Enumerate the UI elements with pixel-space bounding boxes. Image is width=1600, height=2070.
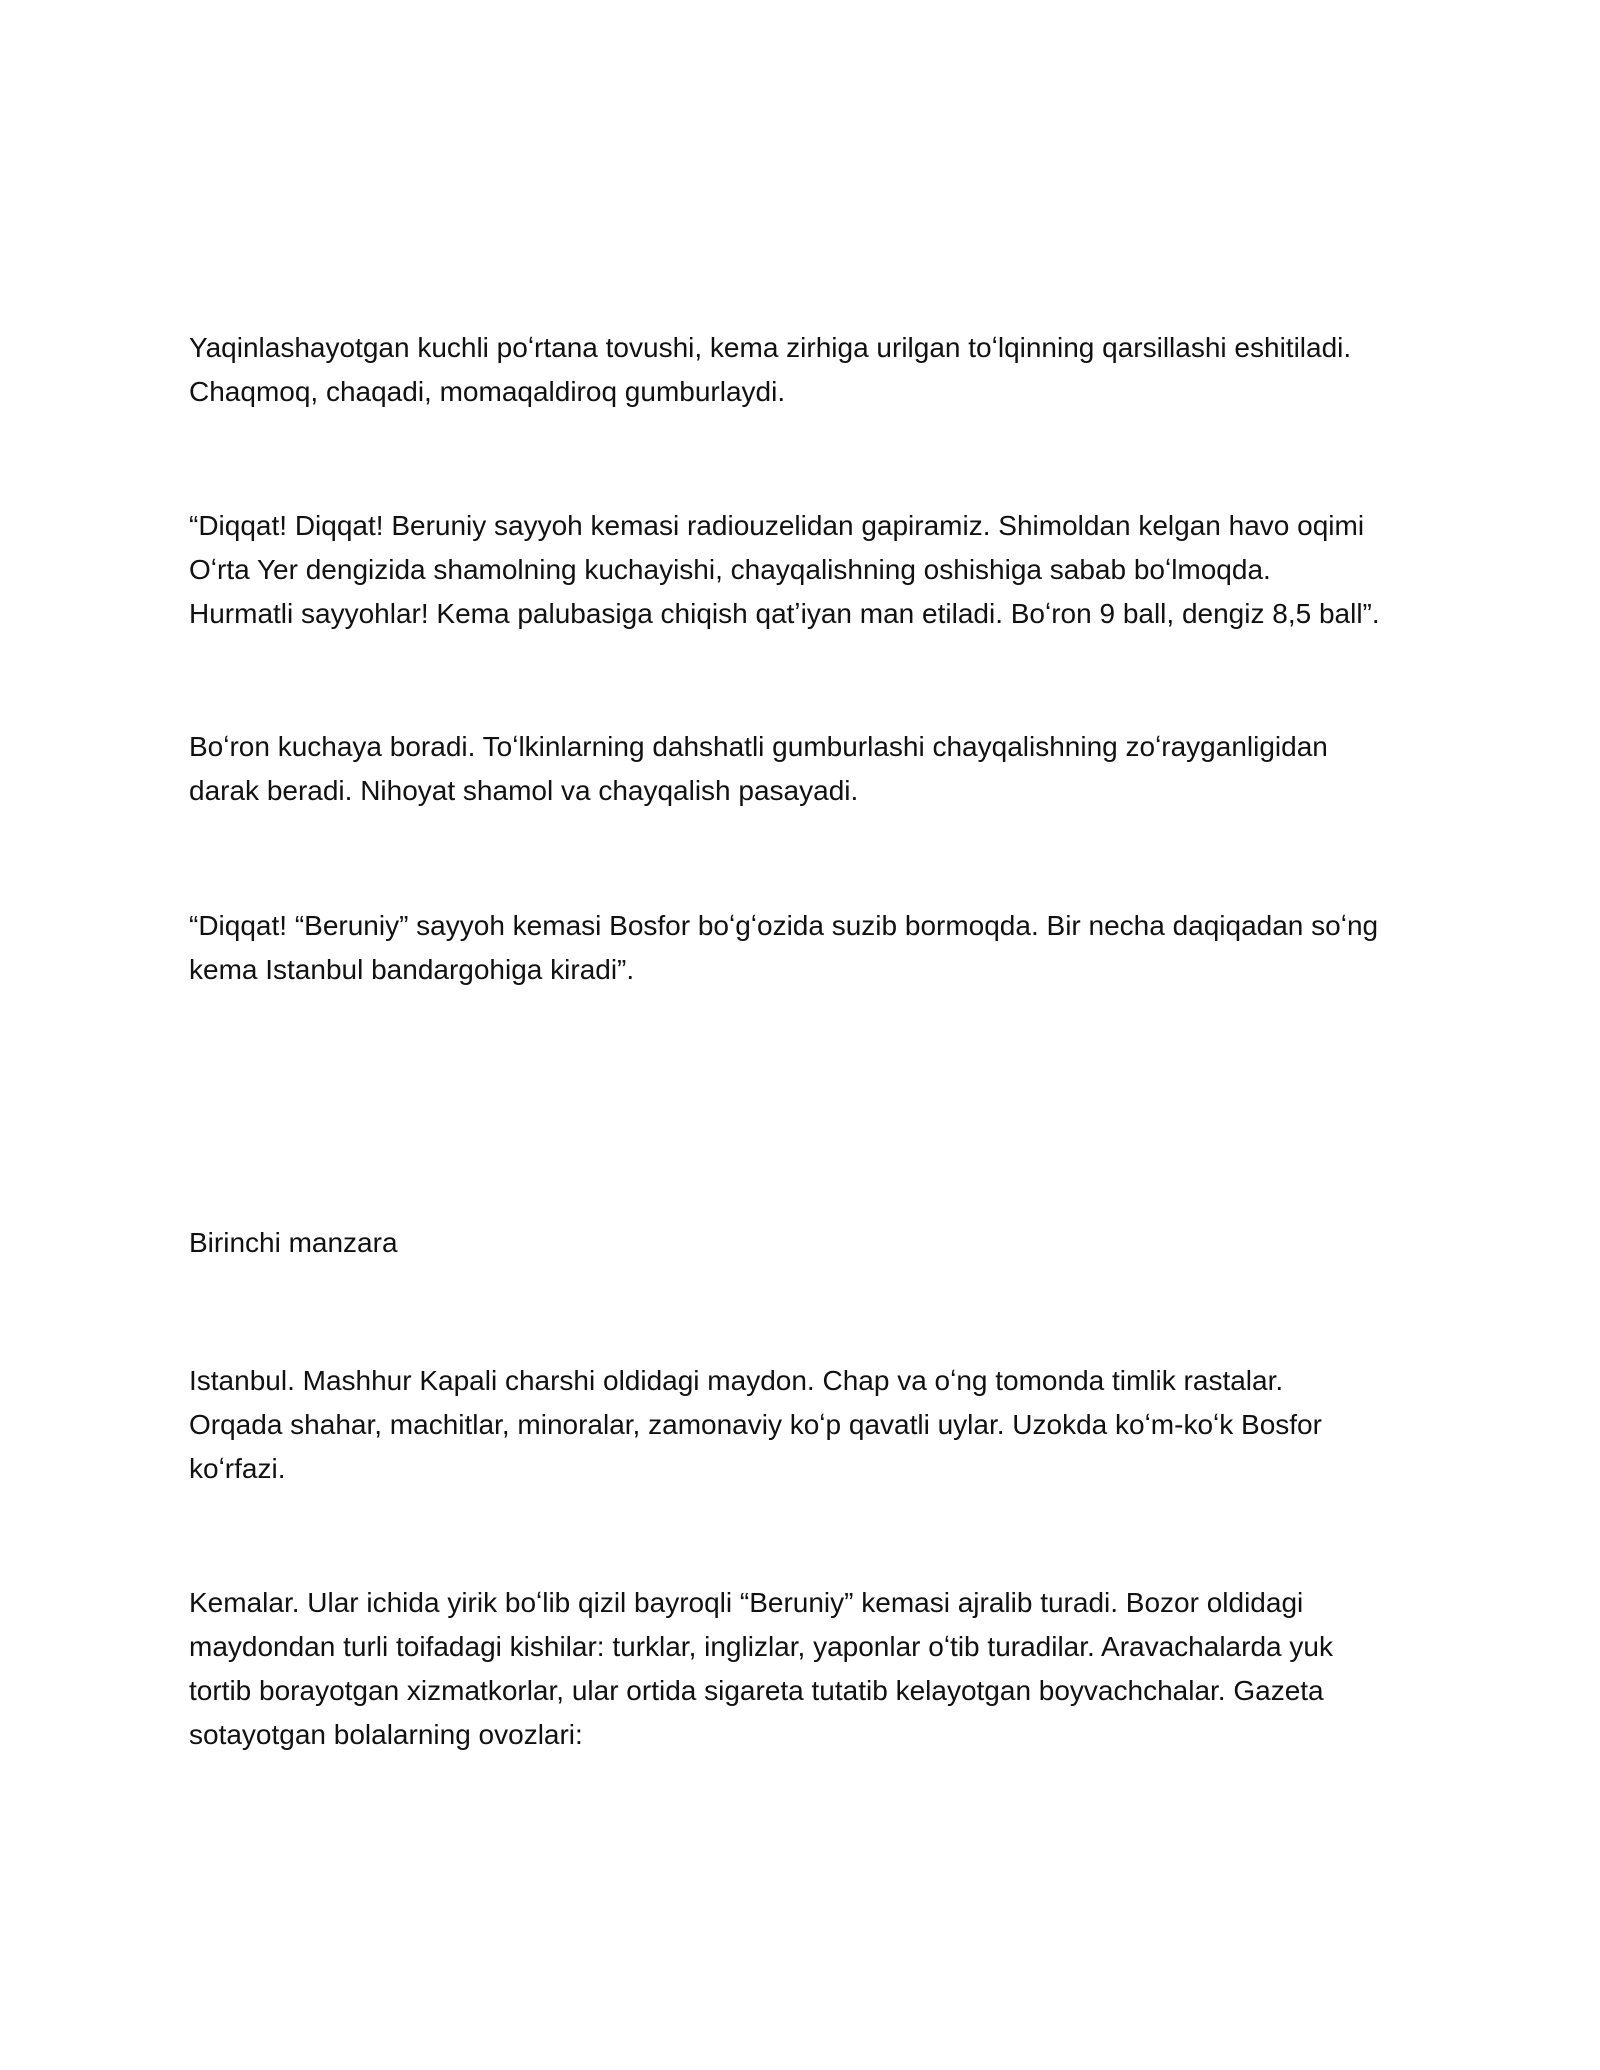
text-line: Boʻron kuchaya boradi. Toʻlkinlarning dahshatli gumburlashi chayqalishning zoʻrayganligidan xyxy=(189,731,1328,762)
text-line: sotayotgan bolalarning ovozlari: xyxy=(189,1719,583,1750)
paragraph-radio-announcement xyxy=(189,504,1429,636)
paragraph-bosphorus-announcement xyxy=(189,904,1429,992)
text-line: Istanbul. Mashhur Kapali charshi oldidagi maydon. Chap va oʻng tomonda timlik rastalar. xyxy=(189,1365,1284,1396)
paragraph-ships-market xyxy=(189,1581,1429,1757)
scene-heading xyxy=(189,1221,1429,1265)
text-line: Hurmatli sayyohlar! Kema palubasiga chiqish qatʼiyan man etiladi. Boʻron 9 ball, dengiz 8,5 ball”. xyxy=(189,598,1380,629)
text-line: Oʻrta Yer dengizida shamolning kuchayishi, chayqalishning oshishiga sabab boʻlmoqda. xyxy=(189,554,1271,585)
text-line: kema Istanbul bandargohiga kiradi”. xyxy=(189,954,635,985)
text-line: Chaqmoq, chaqadi, momaqaldiroq gumburlaydi. xyxy=(189,376,786,407)
text-line: darak beradi. Nihoyat shamol va chayqalish pasayadi. xyxy=(189,775,859,806)
paragraph-storm-sounds xyxy=(189,326,1429,414)
text-line: Birinchi manzara xyxy=(189,1227,398,1258)
text-line: Yaqinlashayotgan kuchli poʻrtana tovushi, kema zirhiga urilgan toʻlqinning qarsillashi eshitiladi. xyxy=(189,332,1352,363)
text-line: “Diqqat! Diqqat! Beruniy sayyoh kemasi radiouzelidan gapiramiz. Shimoldan kelgan havo oqimi xyxy=(189,510,1365,541)
text-line: koʻrfazi. xyxy=(189,1453,286,1484)
text-line: Orqada shahar, machitlar, minoralar, zamonaviy koʻp qavatli uylar. Uzokda koʻm-koʻk Bosfor xyxy=(189,1409,1322,1440)
text-line: Kemalar. Ular ichida yirik boʻlib qizil bayroqli “Beruniy” kemasi ajralib turadi. Bozor oldidagi xyxy=(189,1587,1304,1618)
paragraph-storm-intensifies xyxy=(189,725,1429,813)
text-line: maydondan turli toifadagi kishilar: turklar, inglizlar, yaponlar oʻtib turadilar. Aravachalarda yuk xyxy=(189,1631,1333,1662)
text-line: “Diqqat! “Beruniy” sayyoh kemasi Bosfor boʻgʻozida suzib bormoqda. Bir necha daqiqadan soʻng xyxy=(189,910,1379,941)
text-line: tortib borayotgan xizmatkorlar, ular ortida sigareta tutatib kelayotgan boyvachchalar. Gazeta xyxy=(189,1675,1324,1706)
paragraph-istanbul-setting xyxy=(189,1359,1429,1491)
